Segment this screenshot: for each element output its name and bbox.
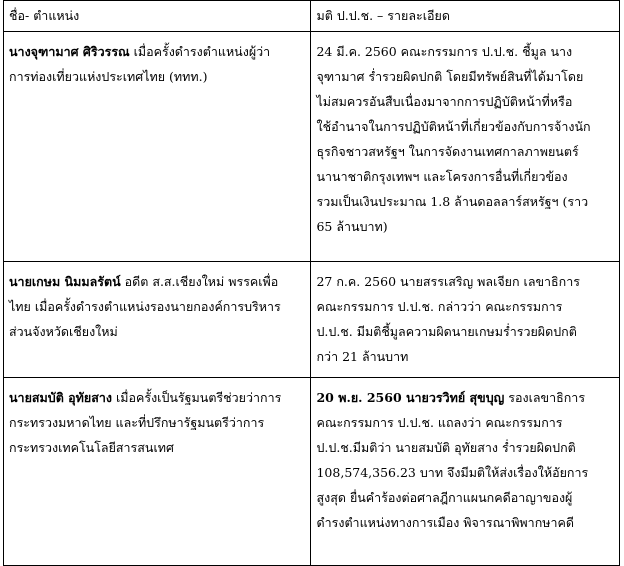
person-name: นายเกษม นิมมลรัตน์ <box>9 274 121 289</box>
person-name: นายสมบัติ อุทัยสาง <box>9 390 112 405</box>
name-position-cell <box>4 262 311 378</box>
position-text: เมื่อครั้งดำรงตำแหน่งผู้ว่า การท่องเที่ยวแห่งประเทศไทย (ททท.) <box>9 44 271 84</box>
name-position-cell <box>4 378 311 566</box>
position-text: อดีต ส.ส.เชียงใหม่ พรรคเพื่อ ไทย เมื่อครั้งดำรงตำแหน่งรองนายกองค์การบริหาร ส่วนจังหวัดเชียงใหม่ <box>9 274 281 339</box>
resolution-cell: 24 มี.ค. 2560 คณะกรรมการ ป.ป.ช. ชี้มูล นาง จุฑามาศ ร่ำรวยผิดปกติ โดยมีทรัพย์สินที่ได้มาโดย ไม่สมควรอันสืบเนื่องมาจากการปฏิบัติหน้าที่หรือ ใช้อำนาจในการปฏิบัติหน้าที่เกี่ยวข้องกับการจ้างนัก ธุรกิจชาวสหรัฐฯ ในการจัดงานเทศกาลภาพยนตร์ นานาชาติกรุงเทพฯ และโครงการอื่นที่เกี่ยวข้อง รวมเป็นเงินประมาณ 1.8 ล้านดอลลาร์สหรัฐฯ (ราว 65 ล้านบาท) <box>311 32 620 262</box>
position-text: เมื่อครั้งเป็นรัฐมนตรีช่วยว่าการ กระทรวงมหาดไทย และที่ปรึกษารัฐมนตรีว่าการ กระทรวงเทคโนโลยีสารสนเทศ <box>9 390 282 455</box>
header-name-position: ชื่อ- ตำแหน่ง <box>4 1 311 32</box>
resolution-text: รองเลขาธิการ คณะกรรมการ ป.ป.ช. แถลงว่า คณะกรรมการ ป.ป.ช.มีมติว่า นายสมบัติ อุทัยสาง ร่ำรวยผิดปกติ 108,574,356.23 บาท จึงมีมติให้ส่งเรื่องให้อัยการ สูงสุด ยื่นคำร้องต่อศาลฎีกาแผนกคดีอาญาของผู้ ดำรงตำแหน่งทางการเมือง พิจารณาพิพากษาคดี <box>316 390 589 530</box>
table-header-row <box>4 1 620 32</box>
table-row <box>4 32 620 262</box>
header-resolution: มติ ป.ป.ช. – รายละเอียด <box>311 1 620 32</box>
table-row <box>4 378 620 566</box>
table-row <box>4 262 620 378</box>
resolution-cell <box>311 378 620 566</box>
resolution-cell: 27 ก.ค. 2560 นายสรรเสริญ พลเจียก เลขาธิการ คณะกรรมการ ป.ป.ช. กล่าวว่า คณะกรรมการ ป.ป.ช. มีมติชี้มูลความผิดนายเกษมร่ำรวยผิดปกติ กว่า 21 ล้านบาท <box>311 262 620 378</box>
name-position-cell <box>4 32 311 262</box>
resolutions-table <box>3 0 620 566</box>
person-name: นางจุฑามาศ ศิริวรรณ <box>9 44 130 59</box>
secretary-name: 20 พ.ย. 2560 นายวรวิทย์ สุขบุญ <box>316 390 505 405</box>
